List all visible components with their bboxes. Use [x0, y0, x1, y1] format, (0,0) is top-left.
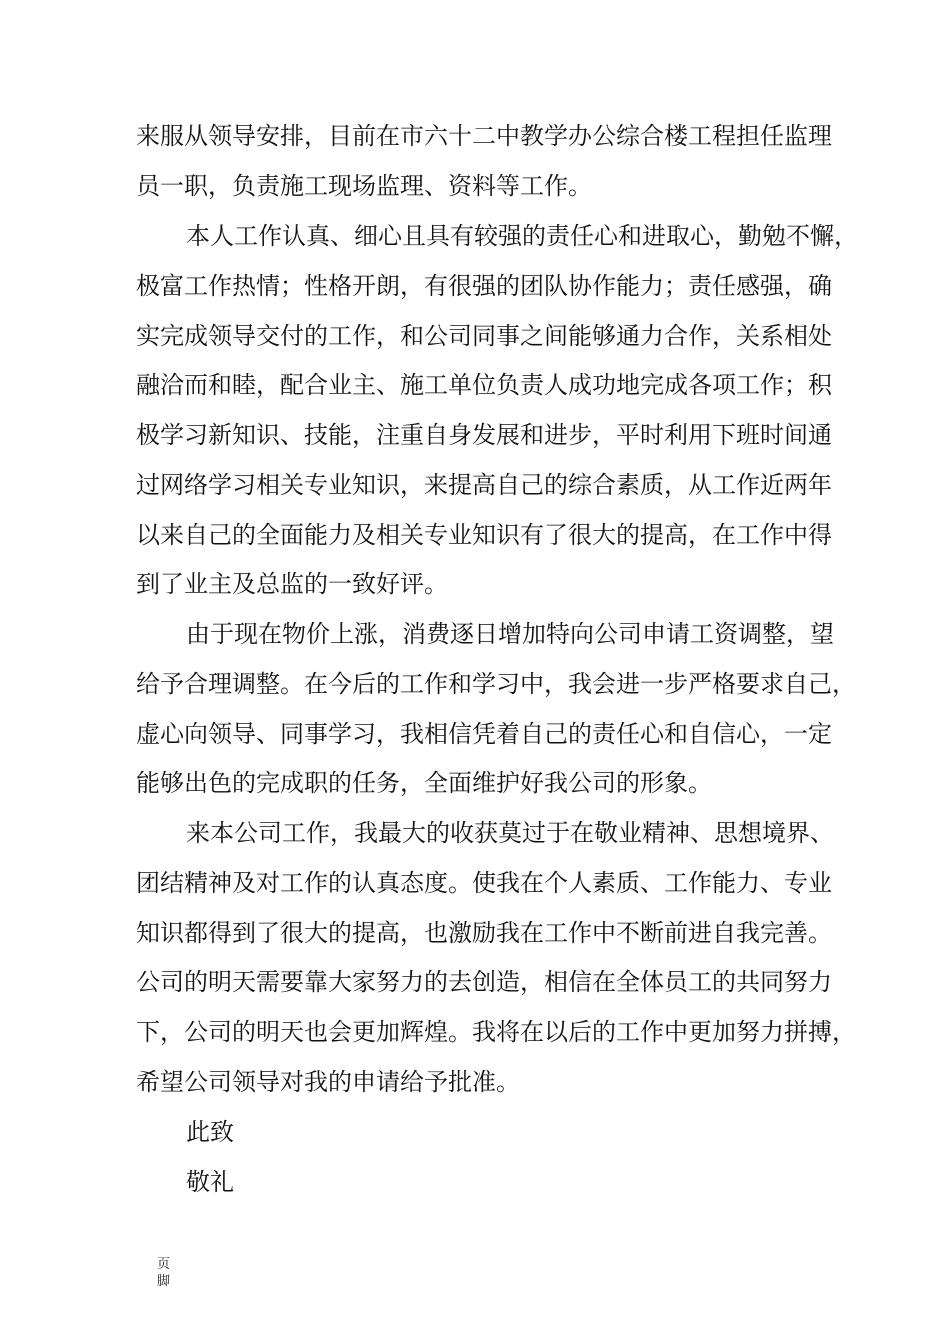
text-line-8: 过网络学习相关专业知识，来提高自己的综合素质，从工作近两年: [136, 471, 832, 499]
text-line-2: 员一职，负责施工现场监理、资料等工作。: [136, 172, 592, 200]
closing-line: 此致: [186, 1118, 234, 1146]
text-line-12: 给予合理调整。在今后的工作和学习中，我会进一步严格要求自己，: [136, 670, 856, 698]
text-line-18: 公司的明天需要靠大家努力的去创造，相信在全体员工的共同努力: [136, 968, 832, 996]
text-line-10: 到了业主及总监的一致好评。: [136, 570, 448, 598]
footer-char-1: 页: [157, 1257, 171, 1272]
footer-char-2: 脚: [157, 1274, 171, 1289]
text-line-13: 虚心向领导、同事学习，我相信凭着自己的责任心和自信心，一定: [136, 720, 832, 748]
text-line-11: 由于现在物价上涨，消费逐日增加特向公司申请工资调整，望: [186, 620, 834, 648]
text-line-1: 来服从领导安排，目前在市六十二中教学办公综合楼工程担任监理: [136, 122, 832, 150]
text-line-17: 知识都得到了很大的提高，也激励我在工作中不断前进自我完善。: [136, 919, 832, 947]
text-line-5: 实完成领导交付的工作，和公司同事之间能够通力合作，关系相处: [136, 322, 832, 350]
text-line-14: 能够出色的完成职的任务，全面维护好我公司的形象。: [136, 769, 712, 797]
text-line-3: 本人工作认真、细心且具有较强的责任心和进取心，勤勉不懈，: [186, 222, 858, 250]
text-line-9: 以来自己的全面能力及相关专业知识有了很大的提高，在工作中得: [136, 521, 832, 549]
text-line-20: 希望公司领导对我的申请给予批准。: [136, 1068, 520, 1096]
text-line-16: 团结精神及对工作的认真态度。使我在个人素质、工作能力、专业: [136, 869, 832, 897]
salutation-line: 敬礼: [186, 1168, 234, 1196]
text-line-15: 来本公司工作，我最大的收获莫过于在敬业精神、思想境界、: [186, 819, 834, 847]
text-line-6: 融洽而和睦，配合业主、施工单位负责人成功地完成各项工作；积: [136, 371, 832, 399]
text-line-19: 下，公司的明天也会更加辉煌。我将在以后的工作中更加努力拼搏，: [136, 1018, 856, 1046]
text-line-7: 极学习新知识、技能，注重自身发展和进步，平时利用下班时间通: [136, 421, 832, 449]
text-line-4: 极富工作热情；性格开朗，有很强的团队协作能力；责任感强，确: [136, 272, 832, 300]
